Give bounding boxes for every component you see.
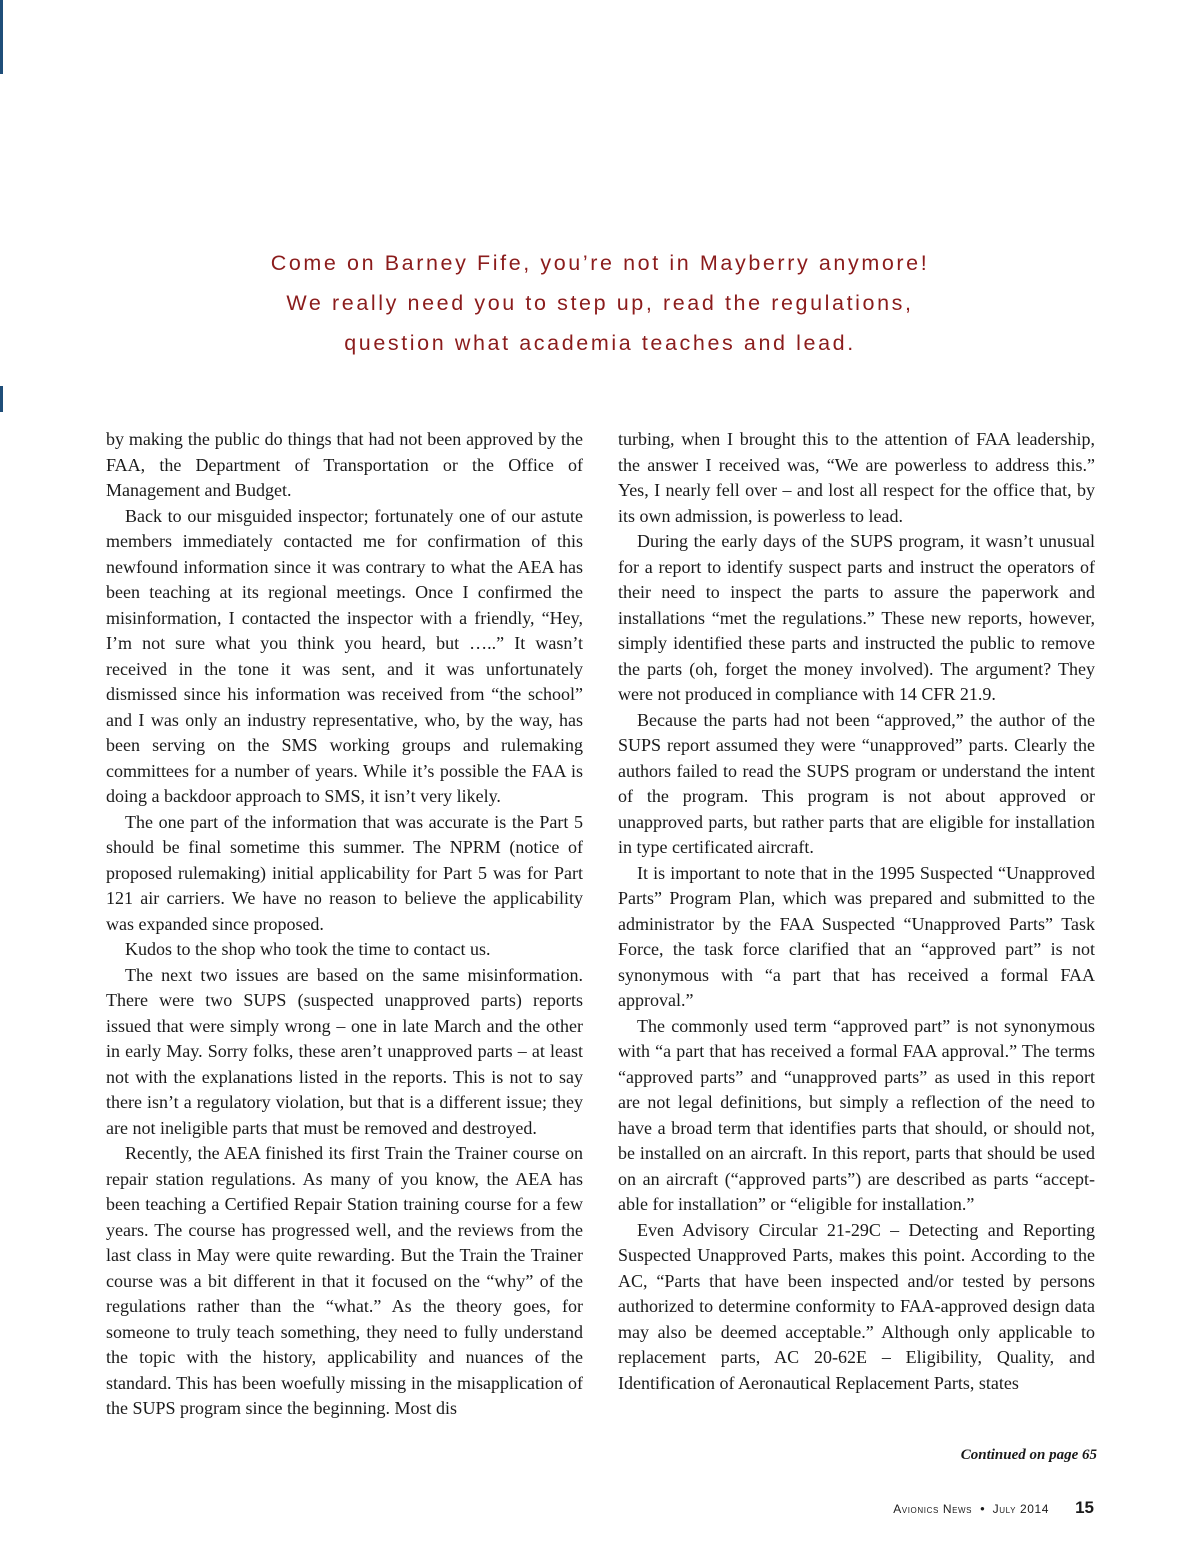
pull-quote-line-3: question what academia teaches and lead. bbox=[344, 331, 856, 355]
paragraph: The commonly used term “approved part” is not synonymous with “a part that has received a formal FAA approval.” The terms “approved parts” and “unapproved parts” as used in this report are not legal definitions, but simply a reflection of the need to have a broad term that identifies parts that should, or should not, be installed on an aircraft. In this report, parts that should be used on an aircraft (“approved parts”) are described as parts “acceptable for installation” or “eligible for installation.” bbox=[618, 1015, 1095, 1214]
paragraph: by making the public do things that had not been approved by the FAA, the Department of Transportation or the Office of Management and Budget. bbox=[106, 429, 583, 500]
paragraph: Even Advisory Circular 21-29C – Detecting and Reporting Suspected Unapproved Parts, makes this point. According to the AC, “Parts that have been inspected and/or tested by persons authorized to determine conformity to FAA-approved design data may also be deemed acceptable.” Although only applicable to replacement parts, AC 20-62E – Eligibility, Quality, and Identification of Aeronautical Replacement Parts, states bbox=[618, 1219, 1095, 1393]
page-number: 15 bbox=[1075, 1498, 1094, 1517]
footer-bullet: • bbox=[980, 1501, 985, 1516]
paragraph: Because the parts had not been “approved,” the author of the SUPS report assumed they were “unapproved” parts. Clearly the authors failed to read the SUPS program or understand the intent of the program. This program is not about approved or unapproved parts, but rather parts that are eligible for installation in type certificated aircraft. bbox=[618, 709, 1095, 857]
edge-marker-top bbox=[0, 0, 3, 74]
paragraph: Recently, the AEA finished its first Train the Trainer course on repair station regulations. As many of you know, the AEA has been teaching a Certified Repair Station training course for a few years. The course has progressed well, and the reviews from the last class in May were quite rewarding. But the Train the Trainer course was a bit different in that it focused on the “why” of the regulations rather than the “what.” As the theory goes, for someone to truly teach something, they need to fully understand the topic with the history, applicability and nuances of the standard. This has been woefully missing in the misapplication of the SUPS program since the beginning. Most dis bbox=[106, 1143, 583, 1418]
page-footer bbox=[893, 1498, 1094, 1518]
paragraph: Kudos to the shop who took the time to contact us. bbox=[125, 939, 491, 959]
continued-note: Continued on page 65 bbox=[960, 1447, 1097, 1463]
pull-quote bbox=[250, 243, 950, 363]
pull-quote-line-1: Come on Barney Fife, you’re not in Mayberry anymore! bbox=[270, 251, 930, 275]
issue-date: July 2014 bbox=[992, 1502, 1050, 1516]
paragraph: Back to our misguided inspector; fortunately one of our astute members immediately contacted me for confirmation of this newfound information since it was contrary to what the AEA has been teaching at its regional meetings. Once I confirmed the misinformation, I contacted the inspector with a friendly, “Hey, I’m not sure what you think you heard, but …..” It wasn’t received in the tone it was sent, and it was unfortunately dismissed since his information was received from “the school” and I was only an industry representative, who, by the way, has been serving on the SMS working groups and rulemaking committees for a number of years. While it’s possible the FAA is doing a backdoor approach to SMS, it isn’t very likely. bbox=[106, 505, 583, 806]
publication-name: Avionics News bbox=[893, 1502, 973, 1516]
article-column-left bbox=[106, 427, 583, 1422]
paragraph: It is important to note that in the 1995 Suspected “Unapproved Parts” Program Plan, which was prepared and submitted to the administrator by the FAA Suspected “Unapproved Parts” Task Force, the task force clarified that an “approved part” is not synonymous with “a part that has received a formal FAA approval.” bbox=[618, 862, 1095, 1010]
paragraph: The one part of the information that was accurate is the Part 5 should be final sometime this summer. The NPRM (notice of proposed rulemaking) initial applicability for Part 5 was for Part 121 air carriers. We have no reason to believe the applicability was expanded since proposed. bbox=[106, 811, 583, 934]
paragraph: turbing, when I brought this to the attention of FAA leadership, the answer I received was, “We are powerless to address this.” Yes, I nearly fell over – and lost all respect for the office that, by its own admission, is powerless to lead. bbox=[618, 429, 1095, 526]
paragraph: The next two issues are based on the same misinformation. There were two SUPS (suspected unapproved parts) reports issued that were simply wrong – one in late March and the other in early May. Sorry folks, these aren’t unapproved parts – at least not with the explanations listed in the reports. This is not to say there isn’t a regulatory violation, but that is a different issue; they are not ineligible parts that must be removed and destroyed. bbox=[106, 964, 583, 1138]
edge-marker-middle bbox=[0, 386, 3, 412]
pull-quote-line-2: We really need you to step up, read the regulations, bbox=[286, 291, 914, 315]
paragraph: During the early days of the SUPS program, it wasn’t unusual for a report to identify suspect parts and instruct the operators of their need to inspect the parts to assure the paperwork and installations “met the regulations.” These new reports, however, simply identified these parts and instructed the public to remove the parts (oh, forget the money involved). The argument? They were not produced in compliance with 14 CFR 21.9. bbox=[618, 531, 1095, 704]
article-column-right bbox=[618, 427, 1095, 1396]
